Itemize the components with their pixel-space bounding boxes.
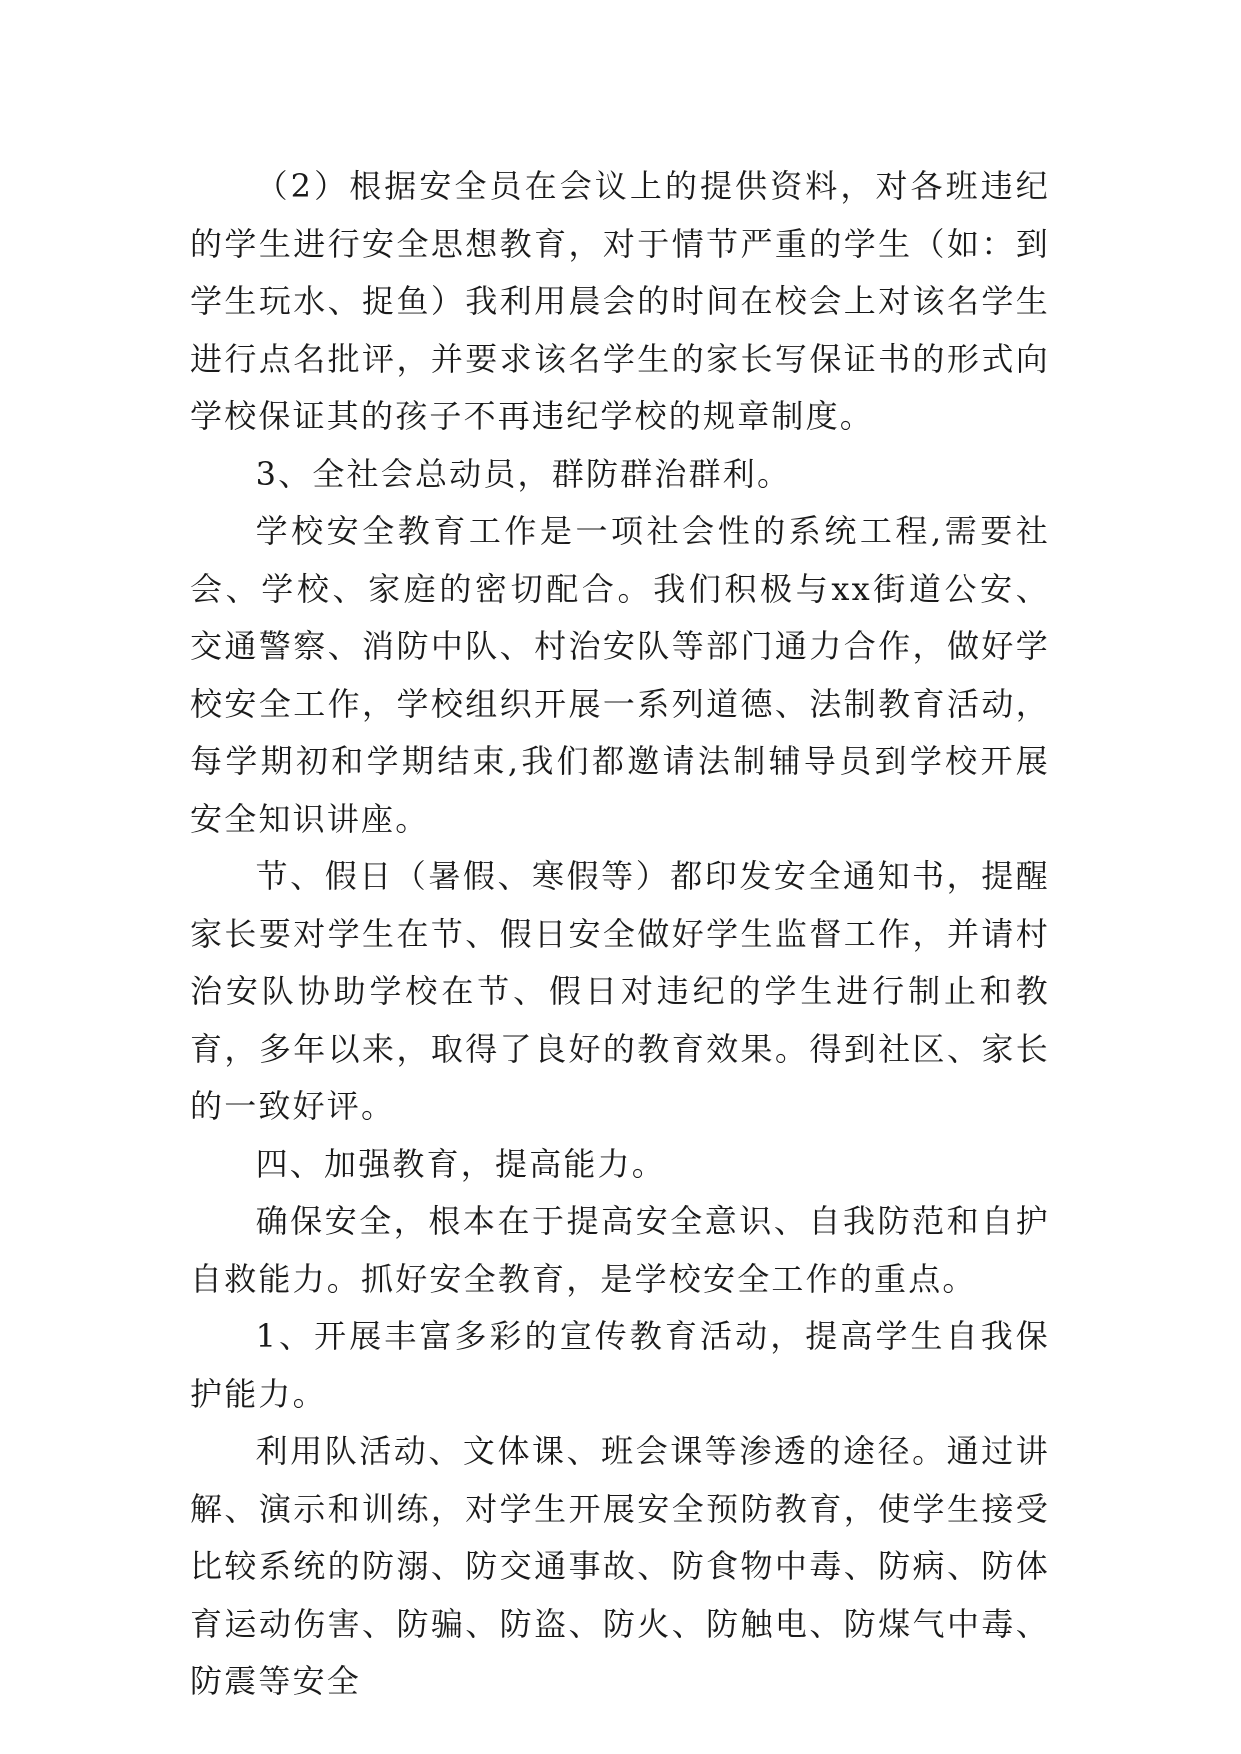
paragraph-heading-strengthen-education: 四、加强教育，提高能力。 [255,1144,666,1183]
paragraph-cooperation: 学校安全教育工作是一项社会性的系统工程,需要社会、学校、家庭的密切配合。我们积极与xx街道公安、交通警察、消防中队、村治安队等部门通力合作，做好学校安全工作，学校组织开展一系列道德、法制教育活动，每学期初和学期结束,我们都邀请法制辅导员到学校开展安全知识讲座。 [190,512,1050,838]
paragraph-discipline-education: （2）根据安全员在会议上的提供资料，对各班违纪的学生进行安全思想教育，对于情节严重的学生（如：到学生玩水、捉鱼）我利用晨会的时间在校会上对该名学生进行点名批评，并要求该名学生的家长写保证书的形式向学校保证其的孩子不再违纪学校的规章制度。 [190,167,1050,435]
paragraph-ensure-safety: 确保安全，根本在于提高安全意识、自我防范和自护自救能力。抓好安全教育，是学校安全工作的重点。 [190,1202,1050,1298]
paragraph-holiday-notice: 节、假日（暑假、寒假等）都印发安全通知书，提醒家长要对学生在节、假日安全做好学生监督工作，并请村治安队协助学校在节、假日对违纪的学生进行制止和教育，多年以来，取得了良好的教育效果。得到社区、家长的一致好评。 [190,857,1050,1125]
paragraph-heading-society-mobilization: 3、全社会总动员，群防群治群利。 [255,454,792,493]
paragraph-heading-activities: 1、开展丰富多彩的宣传教育活动，提高学生自我保护能力。 [190,1317,1050,1413]
paragraph-prevention-education: 利用队活动、文体课、班会课等渗透的途径。通过讲解、演示和训练，对学生开展安全预防教育，使学生接受比较系统的防溺、防交通事故、防食物中毒、防病、防体育运动伤害、防骗、防盗、防火、防触电、防煤气中毒、防震等安全 [190,1432,1050,1700]
document-body [190,158,1050,1711]
